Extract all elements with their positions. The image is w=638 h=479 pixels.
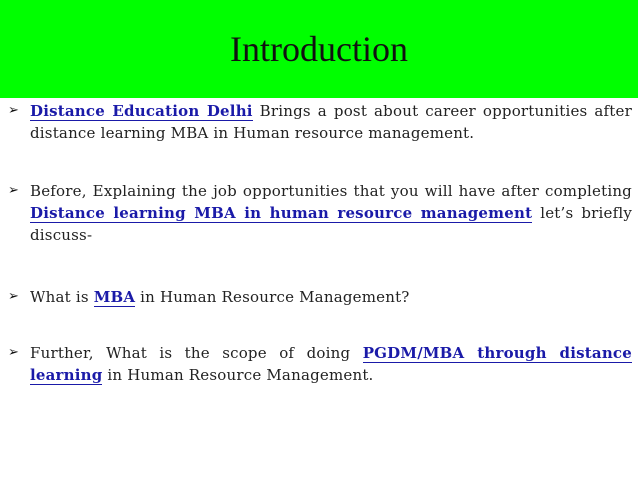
distance-learning-mba-link[interactable]: Distance learning MBA in human resource management — [30, 204, 533, 222]
bullet-text: Brings a post about career opportunities after distance learning MBA in Human resource management. — [30, 102, 632, 142]
arrowhead-bullet-icon: ➢ — [8, 103, 20, 118]
bullet-text: in Human Resource Management? — [135, 288, 410, 306]
bullet-item — [8, 286, 410, 308]
distance-education-delhi-link[interactable]: Distance Education Delhi — [30, 102, 253, 120]
bullet-text: in Human Resource Management. — [102, 366, 374, 384]
bullet-text: Further, What is the scope of doing — [30, 344, 363, 362]
slide-title: Introduction — [230, 29, 408, 69]
arrowhead-bullet-icon: ➢ — [8, 289, 20, 304]
bullet-item — [8, 100, 632, 144]
mba-link[interactable]: MBA — [93, 288, 136, 306]
bullet-text: Before, Explaining the job opportunities that you will have after completing — [30, 182, 632, 200]
bullet-text: let’s briefly discuss- — [30, 204, 632, 244]
pgdm-mba-distance-learning-link[interactable]: PGDM/MBA through distance learning — [30, 344, 632, 384]
bullet-item — [8, 342, 632, 386]
title-bar — [0, 0, 638, 98]
bullet-text: What is — [30, 288, 94, 306]
bullet-item — [8, 180, 632, 246]
arrowhead-bullet-icon: ➢ — [8, 345, 20, 360]
arrowhead-bullet-icon: ➢ — [8, 183, 20, 198]
